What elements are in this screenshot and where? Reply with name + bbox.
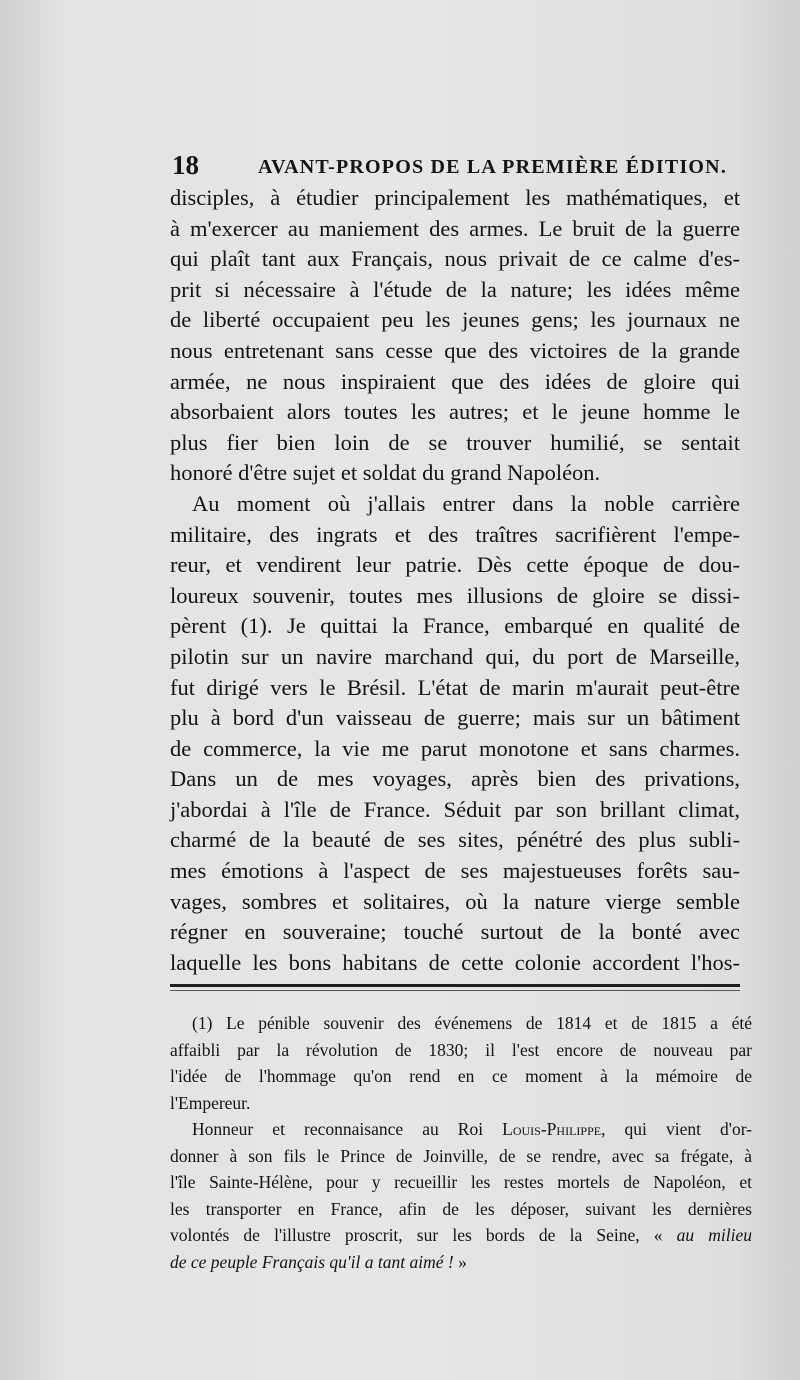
main-text [170,183,740,978]
footnote-line: donner à son fils le Prince de Joinville, de se rendre, avec sa frégate, à [170,1145,752,1166]
paragraph-start-line: Au moment où j'allais entrer dans la noble carrière [192,490,740,516]
footnote-line: affaibli par la révolution de 1830; il l'est encore de nouveau par [170,1039,752,1060]
footnote-divider-thin [170,990,740,991]
king-name: Louis-Philippe [502,1119,602,1139]
footnote-line [170,1222,752,1249]
footnote-line: les transporter en France, afin de les déposer, suivant les dernières [170,1198,752,1219]
text-line: de commerce, la vie me parut monotone et sans charmes. [170,735,740,761]
text-line: disciples, à étudier principalement les mathématiques, et [170,185,740,210]
text-line: mes émotions à l'aspect de ses majestueuses forêts sau- [170,858,740,884]
footnote-line [170,1116,752,1143]
footnote-line [170,1249,752,1276]
text-line: régner en souveraine; touché surtout de la bonté avec [170,919,740,945]
running-title: AVANT-PROPOS DE LA PREMIÈRE ÉDITION. [258,156,728,178]
text-line: loureux souvenir, toutes mes illusions de gloire se dissi- [170,582,740,608]
footnote-line: (1) Le pénible souvenir des événemens de 1814 et de 1815 a été [192,1013,752,1033]
footnote-text: » [453,1251,467,1272]
quote-italic: de ce peuple Français qu'il a tant aimé ! [170,1251,454,1272]
text-line: fut dirigé vers le Brésil. L'état de marin m'aurait peut-être [170,674,740,700]
text-line: armée, ne nous inspiraient que des idées de gloire qui [170,368,740,394]
text-line: absorbaient alors toutes les autres; et le jeune homme le [170,399,740,425]
text-line: à m'exercer au maniement des armes. Le bruit de la guerre [170,215,740,241]
text-line: prit si nécessaire à l'étude de la nature; les idées même [170,276,740,302]
text-line: militaire, des ingrats et des traîtres sacrifièrent l'empe- [170,521,740,547]
footnotes [170,1010,752,1275]
text-line: charmé de la beauté de ses sites, pénétré des plus subli- [170,827,740,853]
text-line: pèrent (1). Je quittai la France, embarqué en qualité de [170,613,740,639]
footnote-line: l'île Sainte-Hélène, pour y recueillir les restes mortels de Napoléon, et [170,1172,752,1192]
footnote-text: Honneur et reconnaisance au Roi [192,1119,503,1139]
text-line: pilotin sur un navire marchand qui, du port de Marseille, [170,643,740,669]
text-line: Dans un de mes voyages, après bien des privations, [170,766,740,792]
text-line: qui plaît tant aux Français, nous privait de ce calme d'es- [170,246,740,272]
text-line: honoré d'être sujet et soldat du grand Napoléon. [170,460,601,486]
footnote-divider [170,984,740,987]
footnote-line: l'idée de l'hommage qu'on rend en ce moment à la mémoire de [170,1066,752,1086]
footnote-line: l'Empereur. [170,1092,251,1113]
text-line: nous entretenant sans cesse que des victoires de la grande [170,337,740,363]
quote-italic: au milieu [676,1225,753,1245]
text-line: laquelle les bons habitans de cette colonie accordent l'hos- [170,949,740,975]
text-line: plus fier bien loin de se trouver humilié, se sentait [170,429,740,455]
text-line: reur, et vendirent leur patrie. Dès cette époque de dou- [170,552,740,578]
text-line: j'abordai à l'île de France. Séduit par son brillant climat, [170,796,740,822]
text-line: plu à bord d'un vaisseau de guerre; mais sur un bâtiment [170,705,740,731]
page-number: 18 [172,150,199,180]
text-line: vages, sombres et solitaires, où la nature vierge semble [170,888,740,914]
footnote-text: , qui vient d'or- [601,1119,752,1139]
footnote-text: volontés de l'illustre proscrit, sur les bords de la Seine, « [170,1225,677,1245]
text-line: de liberté occupaient peu les jeunes gens; les journaux ne [170,307,740,333]
page-header [172,150,740,186]
